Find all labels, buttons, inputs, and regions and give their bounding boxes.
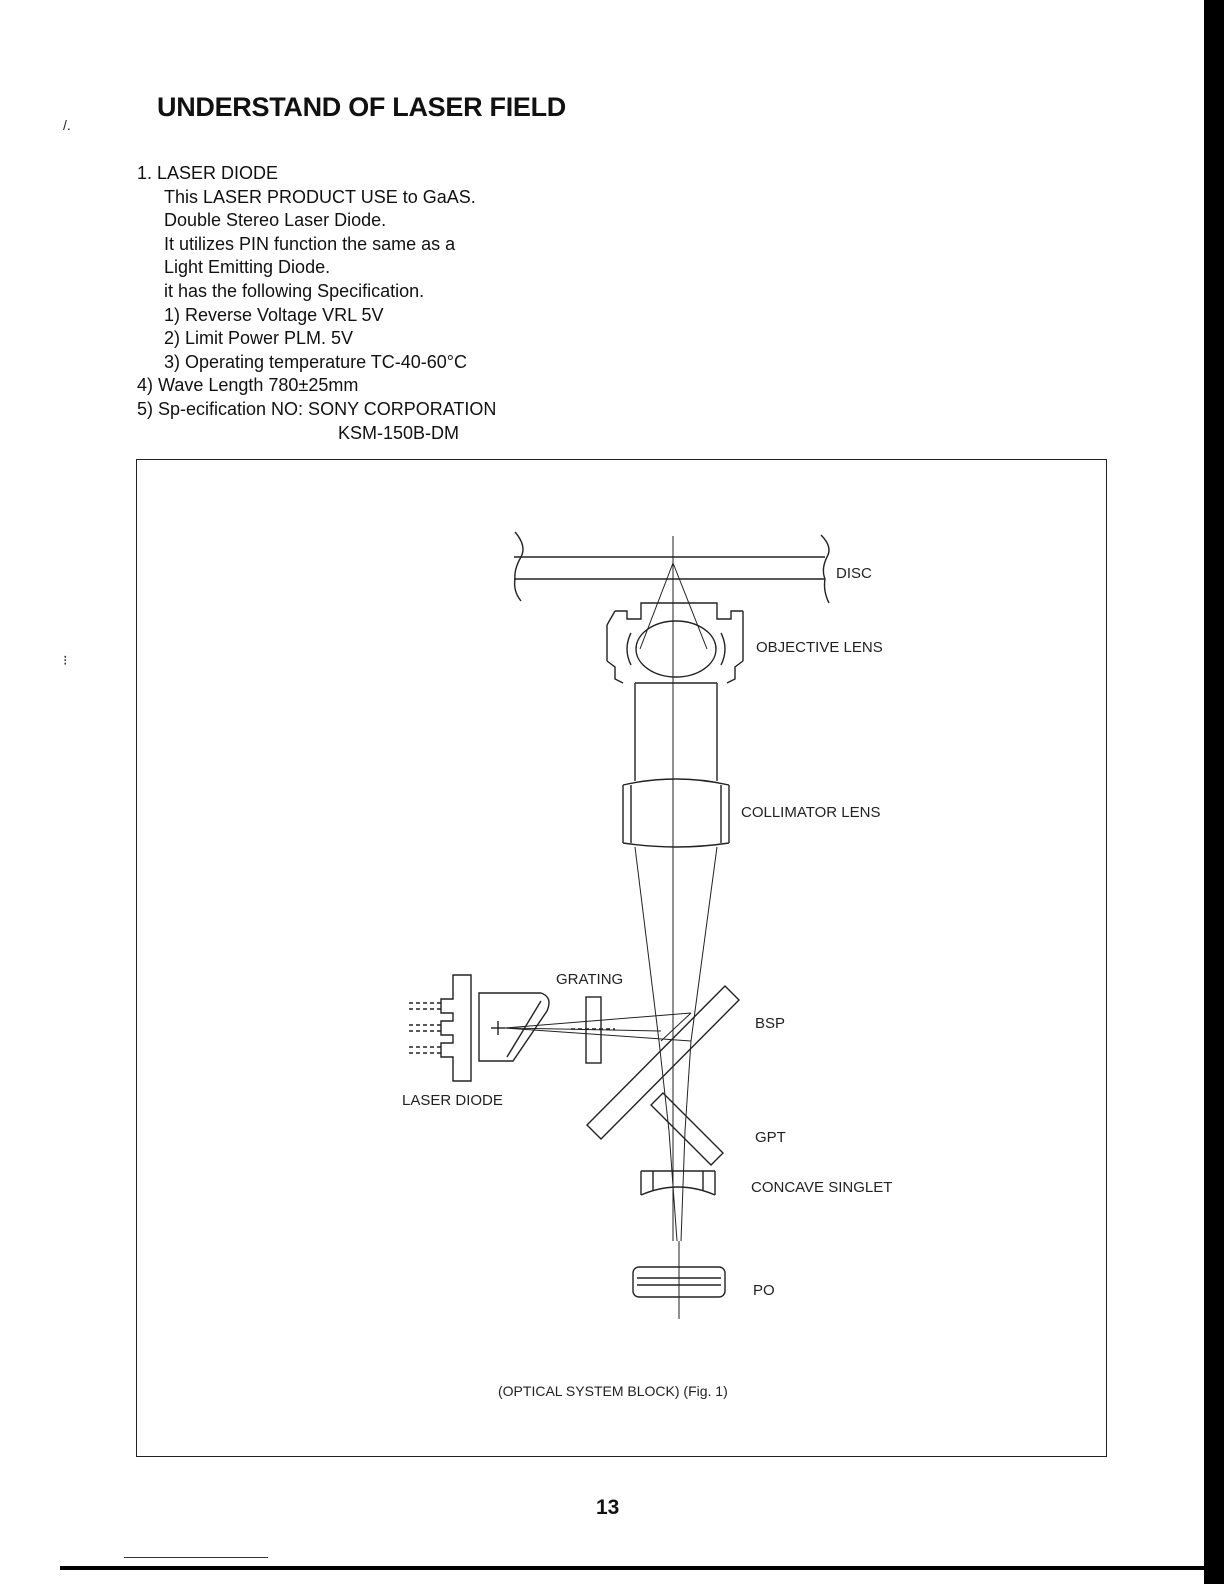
spec-line: 3) Operating temperature TC-40-60°C [164,351,468,372]
spec-line: 2) Limit Power PLM. 5V [164,328,354,349]
spec-line: 1) Reverse Voltage VRL 5V [164,304,384,325]
spec-line: Light Emitting Diode. [164,257,331,278]
margin-mark-middle: ⁝ [63,652,68,668]
label-bsp: BSP [755,1015,786,1032]
diagram-caption: (OPTICAL SYSTEM BLOCK) (Fig. 1) [498,1383,728,1399]
spec-item-wavelength: 4) Wave Length 780±25mm [137,375,359,396]
page-bottom-rule [60,1566,1204,1570]
label-grating: GRATING [556,971,624,988]
label-po: PO [753,1282,775,1299]
spec-line: Double Stereo Laser Diode. [164,210,387,231]
label-laser-diode: LASER DIODE [402,1092,503,1109]
objective-lens-shape [607,603,743,683]
scan-edge-bar [1204,0,1224,1584]
label-objective-lens: OBJECTIVE LENS [756,639,883,656]
spec-line: It utilizes PIN function the same as a [164,233,456,254]
spec-heading: 1. LASER DIODE [137,163,279,183]
label-collimator-lens: COLLIMATOR LENS [741,804,881,821]
optical-diagram-svg [137,460,1106,1456]
laser-diode-spec [137,162,496,445]
margin-mark-top: /. [63,117,71,133]
label-gpt: GPT [755,1129,786,1146]
page-title: UNDERSTAND OF LASER FIELD [157,92,566,122]
label-disc: DISC [836,565,872,582]
parallel-beam [635,683,717,781]
label-concave-singlet: CONCAVE SINGLET [751,1179,893,1196]
page-bottom-thin-rule [124,1557,268,1558]
page-number: 13 [596,1496,620,1519]
spec-line: This LASER PRODUCT USE to GaAS. [164,186,476,207]
converging-beam [635,847,717,1241]
laser-rays [505,1013,691,1041]
concave-singlet-shape [641,1171,715,1195]
collimator-lens-shape [623,779,729,847]
optical-system-diagram [136,459,1107,1457]
spec-item-specification: 5) Sp-ecification NO: SONY CORPORATION [137,398,497,419]
spec-model: KSM-150B-DM [338,422,460,443]
spec-line: it has the following Specification. [164,280,425,301]
